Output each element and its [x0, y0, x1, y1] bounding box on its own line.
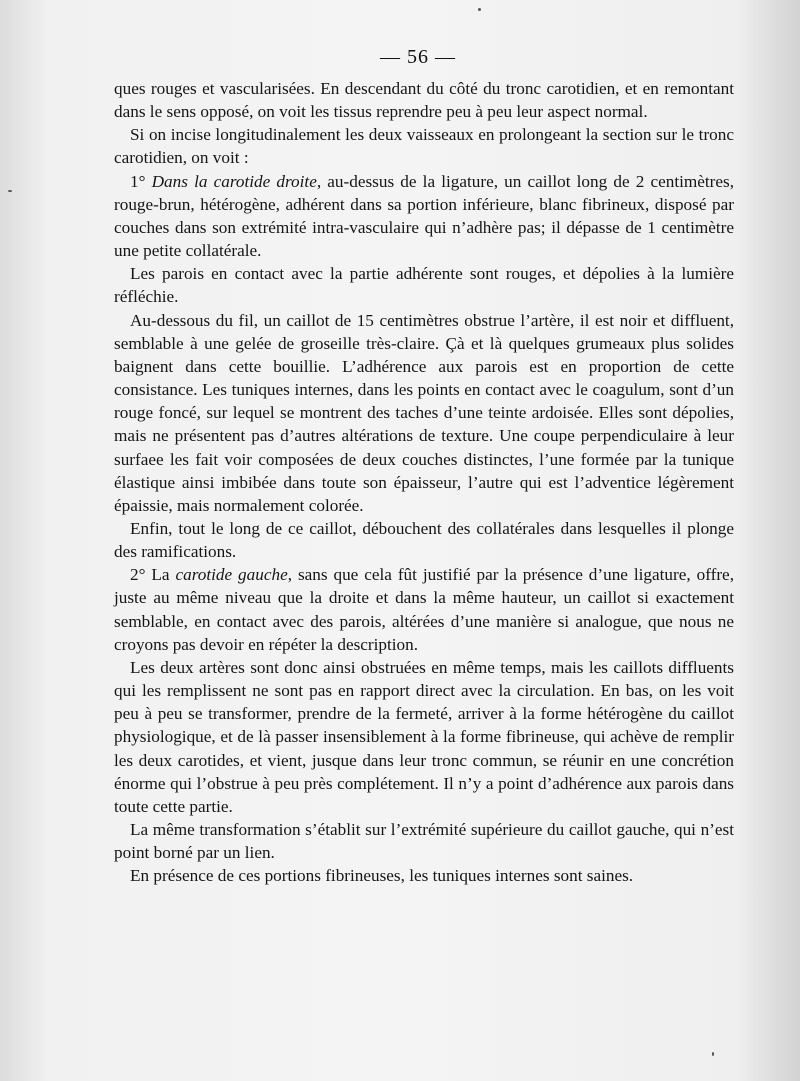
paragraph-text: La même transformation s’établit sur l’extrémité supérieure du caillot gauche, qui n’est point borné par un lien. [114, 820, 734, 863]
paragraph-text: Enfin, tout le long de ce caillot, débouchent des collatérales dans lesquelles il plonge des ramifications. [114, 518, 734, 562]
paper-speck [712, 1052, 714, 1056]
paragraph-text: Les deux artères sont donc ainsi obstruées en même temps, mais les caillots diffluents qui les remplissent ne sont pas en rapport direct avec la circulation. En bas, on les voit peu à peu se transformer, prendre de la fermeté, arriver à la forme hétérogène du caillot physiologique, et de là passer insensiblement à la forme fibrineuse, qui achève de remplir les deux carotides, et vient, jusque dans leur tronc commun, se réunir en une concrétion énorme qui l’obstrue à peu près complétement. Il n’y a point d’adhérence aux parois dans toute cette partie. [114, 657, 734, 816]
paragraph-text: , au-dessus de la ligature, un caillot long de 2 centimètres, rouge-brun, hétérogène, adhérent dans sa portion inférieure, blanc fibrineux, disposé par couches dans son extrémité intra-vasculaire qui n’adhère pas; il dépasse de 1 centimètre une petite collatérale. [114, 171, 735, 261]
paragraph-p9 [114, 818, 734, 864]
body-text [114, 77, 734, 887]
paragraph-p4 [114, 262, 734, 308]
paragraph-p6 [114, 517, 734, 563]
paragraph-text: Les parois en contact avec la partie adhérente sont rouges, et dépolies à la lumière réfléchie. [114, 264, 734, 307]
italic-heading: Dans la carotide droite [151, 171, 317, 191]
paragraph-p1 [114, 77, 734, 123]
paper-speck [8, 190, 12, 192]
paragraph-text: Au-dessous du fil, un caillot de 15 centimètres obstrue l’artère, il est noir et diffluent, semblable à une gelée de groseille très-claire. Çà et là quelques grumeaux plus solides baignent dans cette bouillie. L’adhérence aux parois est en proportion de cette consistance. Les tuniques internes, dans les points en contact avec le coagulum, sont d’un rouge foncé, sur lequel se montrent des taches d’une teinte ardoisée. Elles sont dépolies, mais ne présentent pas d’autres altérations de texture. Une coupe perpendiculaire à leur surfaee les fait voir composées de deux couches distinctes, l’une formée par la tunique élastique ainsi imbibée dans toute son épaisseur, l’autre qui est l’adventice légèrement épaissie, mais normalement colorée. [114, 310, 734, 515]
list-number: 1° [130, 171, 152, 191]
paragraph-p10 [114, 864, 734, 887]
paragraph-p2 [114, 123, 734, 169]
paragraph-p5 [114, 309, 734, 517]
paragraph-text: En présence de ces portions fibrineuses, les tuniques internes sont saines. [130, 866, 634, 886]
paragraph-text: , sans que cela fût justifié par la présence d’une ligature, offre, juste au même niveau que la droite et dans la même hauteur, un caillot si exactement semblable, en contact avec des parois, altérées d’une manière si analogue, que nous ne croyons pas devoir en répéter la description. [114, 565, 734, 654]
paragraph-p3 [114, 170, 734, 263]
paragraph-p8 [114, 656, 734, 818]
paper-speck [478, 8, 481, 11]
italic-heading: carotide gauche [175, 565, 288, 585]
page-number: — 56 — [380, 46, 456, 68]
list-number: 2° La [130, 565, 176, 585]
paragraph-p7 [114, 563, 734, 656]
paragraph-text: ques rouges et vascularisées. En descendant du côté du tronc carotidien, et en remontant dans le sens opposé, on voit les tissus reprendre peu à peu leur aspect normal. [114, 79, 734, 122]
paragraph-text: Si on incise longitudinalement les deux vaisseaux en prolongeant la section sur le tronc carotidien, on voit : [114, 125, 734, 168]
